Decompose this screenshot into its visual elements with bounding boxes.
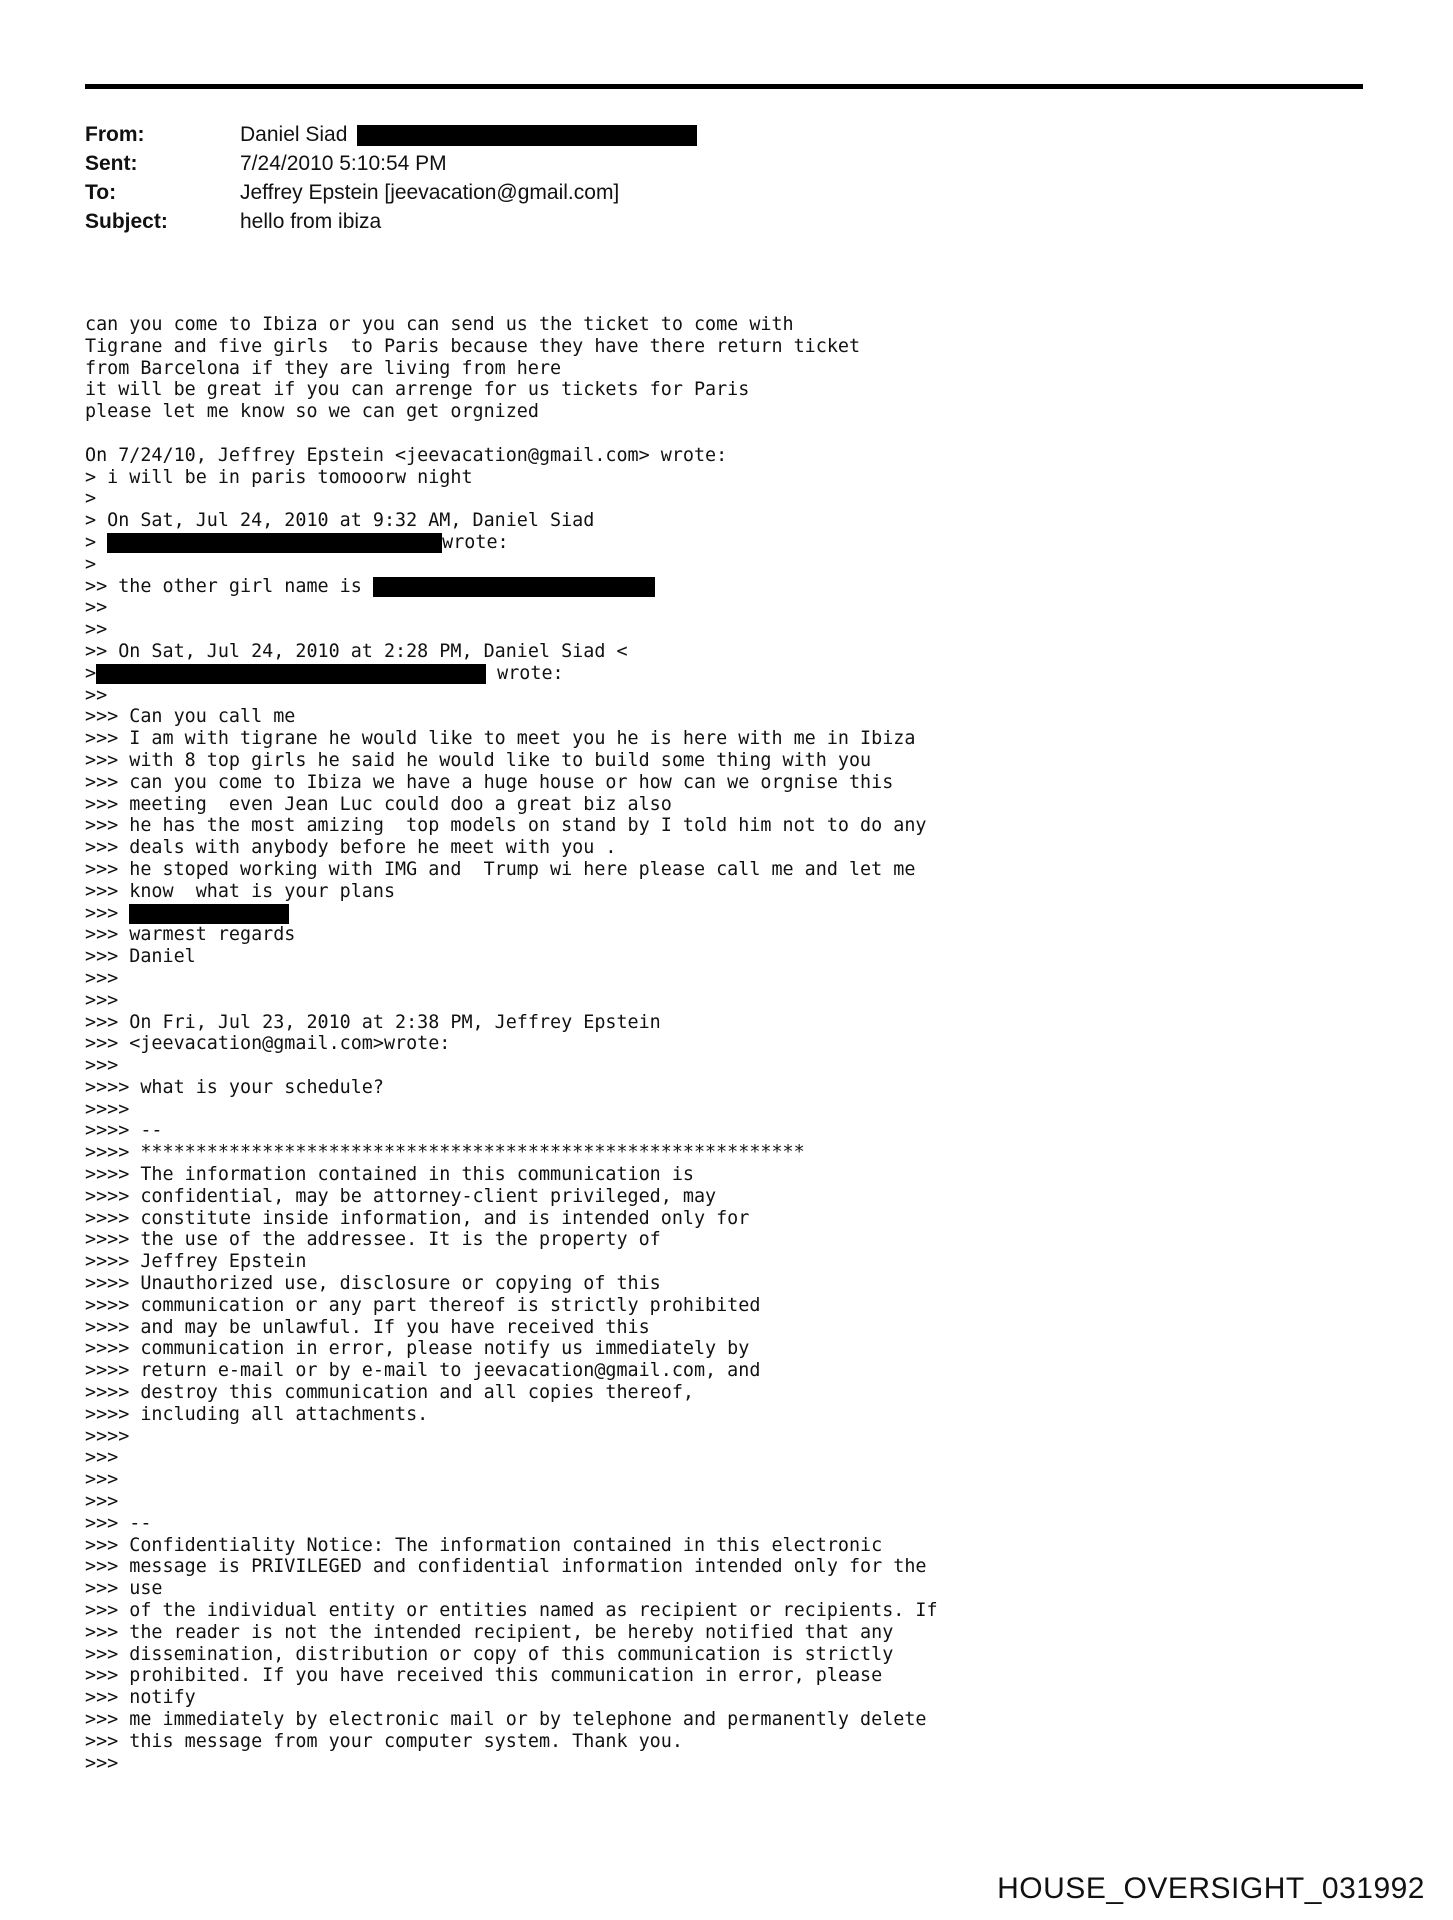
body-line-text: >> [85, 684, 108, 706]
body-line-text: >>> [85, 902, 130, 924]
body-line-text: >> [85, 597, 108, 619]
body-line [85, 1055, 938, 1077]
body-line [85, 924, 938, 946]
body-line-text: >>>> destroy this communication and all copies thereof, [85, 1382, 694, 1404]
body-line [85, 1687, 938, 1709]
redaction-block [129, 904, 289, 924]
body-line-text: >>> [85, 989, 119, 1011]
body-line-text: > [85, 531, 108, 553]
body-line-text: >>> deals with anybody before he meet with you . [85, 837, 617, 859]
body-line-text: >>>> including all attachments. [85, 1403, 429, 1425]
body-line-text: >>> [85, 967, 119, 989]
body-line [85, 1447, 938, 1469]
body-line [85, 1709, 938, 1731]
body-line-text: > [85, 662, 97, 684]
body-line-text: >>>> -- [85, 1120, 163, 1142]
body-line [85, 1535, 938, 1557]
body-line-text: >>> he has the most amizing top models on stand by I told him not to do any [85, 815, 927, 837]
body-line [85, 903, 938, 925]
body-line [85, 1753, 938, 1775]
body-line-text: >>>> communication in error, please notify us immediately by [85, 1338, 750, 1360]
body-line [85, 597, 938, 619]
body-line-text: it will be great if you can arrenge for us tickets for Paris [85, 379, 750, 401]
body-line-text: Tigrane and five girls to Paris because they have there return ticket [85, 335, 861, 357]
body-line-text: >> the other girl name is [85, 575, 373, 597]
to-label: To: [85, 181, 117, 204]
body-line-text: On 7/24/10, Jeffrey Epstein <jeevacation@gmail.com> wrote: [85, 444, 728, 466]
body-line [85, 336, 938, 358]
body-line-text: >>> Can you call me [85, 706, 296, 728]
body-line-text: >>> prohibited. If you have received this communication in error, please [85, 1665, 883, 1687]
body-line-text: >>> Daniel [85, 946, 196, 968]
body-line [85, 881, 938, 903]
sent-value: 7/24/2010 5:10:54 PM [240, 152, 447, 175]
body-line-text: >>>> what is your schedule? [85, 1076, 384, 1098]
body-line [85, 728, 938, 750]
body-line [85, 488, 938, 510]
body-line-text: >>> [85, 1752, 119, 1774]
body-line-text: >>> Confidentiality Notice: The information contained in this electronic [85, 1534, 883, 1556]
email-body [85, 314, 938, 1774]
body-line-text: can you come to Ibiza or you can send us the ticket to come with [85, 314, 794, 335]
body-line-text: >>>> return e-mail or by e-mail to jeevacation@gmail.com, and [85, 1360, 761, 1382]
body-line-text: >>> [85, 1491, 119, 1513]
body-line [85, 314, 938, 336]
body-line [85, 685, 938, 707]
redaction-block [107, 533, 442, 553]
body-line-text: >>>> [85, 1425, 130, 1447]
body-line [85, 1556, 938, 1578]
body-line [85, 794, 938, 816]
body-line [85, 1099, 938, 1121]
body-line [85, 1513, 938, 1535]
body-line [85, 576, 938, 598]
body-line-text: > [85, 553, 97, 575]
body-line [85, 1120, 938, 1142]
body-line [85, 990, 938, 1012]
body-line [85, 1317, 938, 1339]
wrote-text: wrote: [442, 531, 509, 553]
body-line [85, 358, 938, 380]
body-line [85, 1295, 938, 1317]
body-line [85, 1012, 938, 1034]
body-line [85, 859, 938, 881]
body-line [85, 946, 938, 968]
body-line-text: >>> the reader is not the intended recipient, be hereby notified that any [85, 1621, 894, 1643]
body-line [85, 1622, 938, 1644]
body-line [85, 1164, 938, 1186]
body-line-text: >>> of the individual entity or entities named as recipient or recipients. If [85, 1600, 938, 1622]
body-line [85, 1491, 938, 1513]
sender-name: Daniel Siad [240, 123, 348, 146]
body-line-text: >>> On Fri, Jul 23, 2010 at 2:38 PM, Jeffrey Epstein [85, 1011, 661, 1033]
body-line-text: >>> use [85, 1578, 163, 1600]
body-line [85, 1600, 938, 1622]
body-line [85, 1731, 938, 1753]
body-line [85, 1382, 938, 1404]
body-line [85, 750, 938, 772]
body-line [85, 401, 938, 423]
bates-number: HOUSE_OVERSIGHT_031992 [997, 1872, 1425, 1905]
body-line [85, 837, 938, 859]
body-line [85, 532, 938, 554]
body-line [85, 663, 938, 685]
body-line-text: >>> [85, 1469, 119, 1491]
body-line [85, 1665, 938, 1687]
body-line-text: >>> [85, 1447, 119, 1469]
redaction-block [373, 577, 655, 597]
body-line [85, 379, 938, 401]
body-line-text: > On Sat, Jul 24, 2010 at 9:32 AM, Daniel Siad [85, 510, 595, 532]
top-rule [85, 84, 1363, 89]
body-line-text: >>> -- [85, 1512, 152, 1534]
body-line-text: >>>> ************************************************************ [85, 1142, 805, 1164]
body-line [85, 1186, 938, 1208]
body-line [85, 641, 938, 663]
body-line [85, 1033, 938, 1055]
body-line [85, 423, 938, 445]
body-line [85, 1644, 938, 1666]
body-line [85, 1273, 938, 1295]
body-line-text: >>> know what is your plans [85, 880, 396, 902]
body-line-text: >> On Sat, Jul 24, 2010 at 2:28 PM, Daniel Siad < [85, 640, 628, 662]
body-line [85, 1360, 938, 1382]
body-line [85, 1077, 938, 1099]
body-line-text: >>> <jeevacation@gmail.com>wrote: [85, 1033, 451, 1055]
body-line-text: >>> [85, 1055, 119, 1077]
body-line-text: >>> meeting even Jean Luc could doo a great biz also [85, 793, 672, 815]
body-line-text: >>> this message from your computer system. Thank you. [85, 1730, 683, 1752]
body-line-text: >>>> constitute inside information, and is intended only for [85, 1207, 750, 1229]
body-line [85, 1426, 938, 1448]
body-line-text: >>>> [85, 1098, 130, 1120]
body-line-text: >>> with 8 top girls he said he would like to build some thing with you [85, 749, 872, 771]
body-line [85, 510, 938, 532]
body-line-text: >>>> the use of the addressee. It is the property of [85, 1229, 661, 1251]
body-line-text: > [85, 488, 97, 510]
body-line-text: >>>> confidential, may be attorney-client privileged, may [85, 1185, 717, 1207]
sent-label: Sent: [85, 152, 138, 175]
body-line [85, 1338, 938, 1360]
body-line-text: >>>> The information contained in this communication is [85, 1164, 694, 1186]
body-line [85, 1208, 938, 1230]
subject-value: hello from ibiza [240, 210, 382, 233]
body-line [85, 554, 938, 576]
body-line [85, 1142, 938, 1164]
body-line-text: please let me know so we can get orgnized [85, 401, 539, 423]
body-line [85, 1578, 938, 1600]
body-line-text: from Barcelona if they are living from here [85, 357, 562, 379]
body-line [85, 619, 938, 641]
body-line [85, 1469, 938, 1491]
body-line [85, 467, 938, 489]
body-line-text: >>> warmest regards [85, 924, 296, 946]
body-line-text: >>> dissemination, distribution or copy of this communication is strictly [85, 1643, 894, 1665]
from-label: From: [85, 123, 145, 146]
to-value: Jeffrey Epstein [jeevacation@gmail.com] [240, 181, 620, 204]
body-line [85, 1229, 938, 1251]
body-line-text: > i will be in paris tomooorw night [85, 466, 473, 488]
from-value [240, 120, 697, 149]
body-line-text: >>>> Jeffrey Epstein [85, 1251, 307, 1273]
body-line [85, 968, 938, 990]
subject-label: Subject: [85, 210, 168, 233]
redaction-block [96, 664, 486, 684]
body-line-text: >>>> and may be unlawful. If you have received this [85, 1316, 650, 1338]
body-line-text: >>> me immediately by electronic mail or by telephone and permanently delete [85, 1709, 927, 1730]
wrote-text: wrote: [486, 662, 564, 684]
body-line-text: >>>> Unauthorized use, disclosure or copying of this [85, 1273, 661, 1295]
body-line-text: >>>> communication or any part thereof is strictly prohibited [85, 1294, 761, 1316]
body-line-text: >> [85, 619, 108, 641]
body-line-text: >>> notify [85, 1687, 196, 1709]
body-line-text: >>> I am with tigrane he would like to meet you he is here with me in Ibiza [85, 728, 916, 750]
redaction-block [357, 125, 697, 146]
body-line-text: >>> he stoped working with IMG and Trump wi here please call me and let me [85, 858, 916, 880]
body-line [85, 445, 938, 467]
body-line [85, 815, 938, 837]
body-line-text: >>> can you come to Ibiza we have a huge house or how can we orgnise this [85, 771, 894, 793]
body-line [85, 1251, 938, 1273]
body-line [85, 772, 938, 794]
body-line [85, 706, 938, 728]
body-line [85, 1404, 938, 1426]
body-line-text: >>> message is PRIVILEGED and confidential information intended only for the [85, 1556, 927, 1578]
